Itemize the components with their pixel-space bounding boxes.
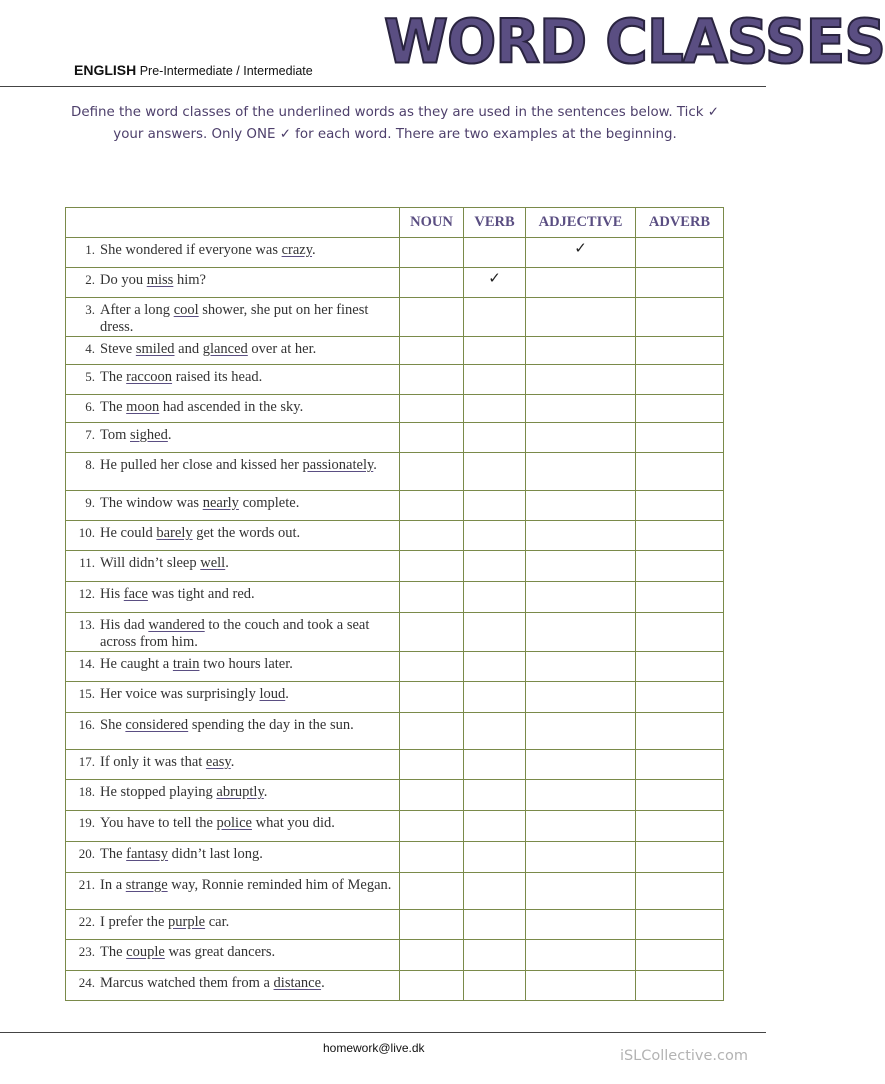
- adjective-cell[interactable]: [526, 682, 636, 713]
- sentence-number: 5.: [85, 369, 95, 384]
- adjective-cell[interactable]: [526, 652, 636, 682]
- sentence-fragment: Her voice was surprisingly: [100, 686, 260, 702]
- sentence-fragment: had ascended in the sky.: [159, 399, 304, 415]
- sentence-cell: [66, 750, 400, 780]
- table-row: [66, 713, 724, 750]
- sentence-text: [74, 456, 395, 474]
- sentence-cell: [66, 491, 400, 521]
- sentence-fragment: I prefer the: [100, 914, 169, 930]
- underlined-word: glanced: [202, 341, 248, 357]
- sentence-cell: [66, 613, 400, 652]
- sentence-fragment: You have to tell the: [100, 815, 217, 831]
- table-row: [66, 395, 724, 423]
- noun-cell[interactable]: [400, 780, 464, 811]
- adverb-cell[interactable]: [636, 298, 724, 337]
- sentence-number: 6.: [85, 399, 95, 414]
- sentence-cell: [66, 682, 400, 713]
- sentence-text: [74, 616, 395, 651]
- level-label: Pre-Intermediate / Intermediate: [139, 64, 313, 78]
- verb-cell[interactable]: [464, 873, 526, 910]
- adverb-cell[interactable]: [636, 811, 724, 842]
- check-icon: ✓: [574, 239, 587, 257]
- underlined-word: crazy: [281, 242, 313, 258]
- adverb-cell[interactable]: [636, 395, 724, 423]
- sentence-fragment: She wondered if everyone was: [100, 242, 282, 258]
- sentence-text: [74, 426, 395, 444]
- sentence-number: 19.: [78, 815, 95, 830]
- sentence-fragment: He could: [100, 525, 157, 541]
- sentence-number: 1.: [85, 242, 95, 257]
- underlined-word: couple: [126, 944, 165, 960]
- underlined-word: police: [216, 815, 252, 831]
- table-row: [66, 652, 724, 682]
- sentence-fragment: Will didn’t sleep: [100, 555, 201, 571]
- table-row: [66, 613, 724, 652]
- underlined-word: sighed: [130, 427, 168, 443]
- sentence-number: 22.: [78, 914, 95, 929]
- sentence-fragment: The: [100, 399, 127, 415]
- sentence-fragment: and: [174, 341, 203, 357]
- verb-cell[interactable]: [464, 750, 526, 780]
- adverb-cell[interactable]: [636, 613, 724, 652]
- sentence-fragment: him?: [173, 272, 206, 288]
- adjective-cell[interactable]: [526, 750, 636, 780]
- sentence-cell: [66, 551, 400, 582]
- adverb-cell[interactable]: [636, 582, 724, 613]
- adjective-cell[interactable]: [526, 298, 636, 337]
- sentence-fragment: In a: [100, 877, 126, 893]
- verb-cell[interactable]: [464, 551, 526, 582]
- sentence-number: 24.: [78, 975, 95, 990]
- noun-cell[interactable]: [400, 940, 464, 971]
- table-row: [66, 238, 724, 268]
- underlined-word: loud: [259, 686, 286, 702]
- verb-cell[interactable]: [464, 337, 526, 365]
- table-row: [66, 491, 724, 521]
- table-row: [66, 682, 724, 713]
- watermark: iSLCollective.com: [619, 1048, 748, 1064]
- sentence-number: 13.: [78, 617, 95, 632]
- adverb-cell[interactable]: [636, 910, 724, 940]
- underlined-word: train: [172, 656, 200, 672]
- adverb-cell[interactable]: [636, 491, 724, 521]
- sentence-fragment: He pulled her close and kissed her: [100, 457, 303, 473]
- table-row: [66, 268, 724, 298]
- sentence-number: 14.: [78, 656, 95, 671]
- noun-cell[interactable]: [400, 298, 464, 337]
- sentence-fragment: The window was: [100, 495, 203, 511]
- footer-email: homework@live.dk: [323, 1041, 425, 1055]
- instructions: Define the word classes of the underlined words as they are used in the sentences below. Tick ✓ your answers. Only ONE ✓ for each word. There are two examples at the beginning.: [71, 105, 719, 142]
- sentence-number: 20.: [78, 846, 95, 861]
- table-row: [66, 750, 724, 780]
- adjective-cell[interactable]: [526, 551, 636, 582]
- sentence-fragment: The: [100, 369, 127, 385]
- adjective-cell[interactable]: [526, 491, 636, 521]
- noun-cell[interactable]: [400, 910, 464, 940]
- sentence-text: [74, 814, 395, 832]
- sentence-fragment: She: [100, 717, 126, 733]
- sentence-fragment: spending the day in the sun.: [188, 717, 354, 733]
- word-class-table: [65, 207, 724, 1001]
- noun-cell[interactable]: [400, 521, 464, 551]
- adverb-cell[interactable]: [636, 750, 724, 780]
- header-divider: [0, 86, 766, 87]
- table-row: [66, 780, 724, 811]
- verb-cell[interactable]: [464, 910, 526, 940]
- sentence-number: 7.: [85, 427, 95, 442]
- sentence-text: [74, 554, 395, 572]
- verb-cell[interactable]: [464, 238, 526, 268]
- sentence-fragment: over at her.: [247, 341, 317, 357]
- noun-cell[interactable]: [400, 713, 464, 750]
- sentence-cell: [66, 395, 400, 423]
- sentence-fragment: Marcus watched them from a: [100, 975, 274, 991]
- sentence-text: [74, 655, 395, 673]
- sentence-fragment: to the couch and took a seat across from him.: [100, 617, 370, 650]
- adjective-cell[interactable]: [526, 713, 636, 750]
- verb-column-header: VERB: [464, 208, 526, 238]
- adverb-cell[interactable]: [636, 337, 724, 365]
- sentence-cell: [66, 337, 400, 365]
- adjective-cell[interactable]: [526, 238, 636, 268]
- sentence-fragment: The: [100, 944, 127, 960]
- sentence-number: 2.: [85, 272, 95, 287]
- adjective-cell[interactable]: [526, 811, 636, 842]
- verb-cell[interactable]: [464, 395, 526, 423]
- sentence-fragment: He caught a: [100, 656, 173, 672]
- sentence-cell: [66, 423, 400, 453]
- sentence-number: 10.: [78, 525, 95, 540]
- sentence-fragment: .: [225, 555, 229, 571]
- verb-cell[interactable]: [464, 423, 526, 453]
- adjective-cell[interactable]: [526, 910, 636, 940]
- table-row: [66, 842, 724, 873]
- sentence-fragment: what you did.: [251, 815, 335, 831]
- sentence-cell: [66, 652, 400, 682]
- adverb-cell[interactable]: [636, 713, 724, 750]
- table-row: [66, 910, 724, 940]
- noun-cell[interactable]: [400, 971, 464, 1001]
- noun-cell[interactable]: [400, 365, 464, 395]
- adverb-cell[interactable]: [636, 971, 724, 1001]
- sentence-cell: [66, 842, 400, 873]
- noun-cell[interactable]: [400, 811, 464, 842]
- sentence-cell: [66, 713, 400, 750]
- noun-cell[interactable]: [400, 750, 464, 780]
- adjective-column-header: ADJECTIVE: [526, 208, 636, 238]
- sentence-number: 3.: [85, 302, 95, 317]
- sentence-fragment: was great dancers.: [164, 944, 276, 960]
- table-row: [66, 551, 724, 582]
- table-row: [66, 298, 724, 337]
- underlined-word: raccoon: [126, 369, 173, 385]
- adverb-cell[interactable]: [636, 780, 724, 811]
- underlined-word: passionately: [302, 457, 374, 473]
- noun-column-header: NOUN: [400, 208, 464, 238]
- table-row: [66, 582, 724, 613]
- header-label: [74, 62, 313, 78]
- noun-cell[interactable]: [400, 613, 464, 652]
- noun-cell[interactable]: [400, 842, 464, 873]
- verb-cell[interactable]: [464, 582, 526, 613]
- adjective-cell[interactable]: [526, 842, 636, 873]
- sentence-number: 23.: [78, 944, 95, 959]
- sentence-number: 16.: [78, 717, 95, 732]
- noun-cell[interactable]: [400, 491, 464, 521]
- table-row: [66, 365, 724, 395]
- adverb-cell[interactable]: [636, 873, 724, 910]
- sentence-cell: [66, 238, 400, 268]
- verb-cell[interactable]: [464, 365, 526, 395]
- sentence-fragment: .: [321, 975, 325, 991]
- adverb-cell[interactable]: [636, 842, 724, 873]
- subject-label: ENGLISH: [74, 62, 137, 78]
- sentence-fragment: didn’t last long.: [168, 846, 263, 862]
- sentence-text: [74, 368, 395, 386]
- sentence-fragment: car.: [205, 914, 230, 930]
- adjective-cell[interactable]: [526, 337, 636, 365]
- table-row: [66, 453, 724, 491]
- footer-divider: [0, 1032, 766, 1033]
- noun-cell[interactable]: [400, 551, 464, 582]
- sentence-text: [74, 494, 395, 512]
- sentence-fragment: was tight and red.: [147, 586, 255, 602]
- sentence-text: [74, 301, 395, 336]
- adjective-cell[interactable]: [526, 423, 636, 453]
- sentence-cell: [66, 940, 400, 971]
- sentence-number: 17.: [78, 754, 95, 769]
- sentence-fragment: Tom: [100, 427, 130, 443]
- sentence-fragment: .: [373, 457, 377, 473]
- sentence-fragment: .: [312, 242, 316, 258]
- table-row: [66, 811, 724, 842]
- verb-cell[interactable]: [464, 940, 526, 971]
- sentence-column-header: [66, 208, 400, 238]
- sentence-text: [74, 398, 395, 416]
- sentence-fragment: shower, she put on her finest dress.: [100, 302, 369, 335]
- noun-cell[interactable]: [400, 337, 464, 365]
- sentence-fragment: After a long: [100, 302, 174, 318]
- sentence-text: [74, 753, 395, 771]
- sentence-fragment: He stopped playing: [100, 784, 217, 800]
- adverb-cell[interactable]: [636, 423, 724, 453]
- sentence-text: [74, 845, 395, 863]
- sentence-cell: [66, 780, 400, 811]
- adverb-cell[interactable]: [636, 268, 724, 298]
- sentence-number: 12.: [78, 586, 95, 601]
- underlined-word: smiled: [135, 341, 175, 357]
- sentence-text: [74, 876, 395, 894]
- sentence-text: [74, 241, 395, 259]
- verb-cell[interactable]: [464, 713, 526, 750]
- sentence-text: [74, 340, 395, 358]
- underlined-word: abruptly: [216, 784, 264, 800]
- sentence-cell: [66, 582, 400, 613]
- underlined-word: cool: [173, 302, 199, 318]
- sentence-fragment: two hours later.: [199, 656, 293, 672]
- table-row: [66, 971, 724, 1001]
- sentence-text: [74, 783, 395, 801]
- underlined-word: moon: [126, 399, 160, 415]
- verb-cell[interactable]: [464, 491, 526, 521]
- sentence-fragment: .: [167, 427, 172, 443]
- sentence-fragment: raised its head.: [172, 369, 263, 385]
- adjective-cell[interactable]: [526, 940, 636, 971]
- sentence-text: [74, 913, 395, 931]
- sentence-text: [74, 524, 395, 542]
- sentence-fragment: complete.: [238, 495, 300, 511]
- adjective-cell[interactable]: [526, 582, 636, 613]
- table-header-row: [66, 208, 724, 238]
- sentence-fragment: way, Ronnie reminded him of Megan.: [167, 877, 392, 893]
- sentence-number: 11.: [79, 555, 95, 570]
- sentence-number: 9.: [85, 495, 95, 510]
- sentence-cell: [66, 811, 400, 842]
- verb-cell[interactable]: [464, 780, 526, 811]
- sentence-fragment: The: [100, 846, 127, 862]
- sentence-cell: [66, 365, 400, 395]
- sentence-fragment: His dad: [100, 617, 149, 633]
- sentence-cell: [66, 298, 400, 337]
- underlined-word: barely: [156, 525, 193, 541]
- sentence-text: [74, 585, 395, 603]
- sentence-fragment: get the words out.: [192, 525, 301, 541]
- adjective-cell[interactable]: [526, 395, 636, 423]
- adverb-cell[interactable]: [636, 940, 724, 971]
- noun-cell[interactable]: [400, 395, 464, 423]
- verb-cell[interactable]: [464, 682, 526, 713]
- verb-cell[interactable]: [464, 298, 526, 337]
- adjective-cell[interactable]: [526, 971, 636, 1001]
- sentence-number: 18.: [78, 784, 95, 799]
- adverb-cell[interactable]: [636, 238, 724, 268]
- sentence-text: [74, 716, 395, 734]
- adverb-cell[interactable]: [636, 652, 724, 682]
- verb-cell[interactable]: [464, 842, 526, 873]
- sentence-cell: [66, 873, 400, 910]
- sentence-text: [74, 943, 395, 961]
- verb-cell[interactable]: [464, 268, 526, 298]
- adjective-cell[interactable]: [526, 365, 636, 395]
- adverb-cell[interactable]: [636, 453, 724, 491]
- underlined-word: fantasy: [126, 846, 169, 862]
- adjective-cell[interactable]: [526, 613, 636, 652]
- page-title: WORD CLASSES: [384, 6, 885, 78]
- table-row: [66, 423, 724, 453]
- sentence-number: 15.: [78, 686, 95, 701]
- sentence-fragment: .: [263, 784, 268, 800]
- sentence-text: [74, 685, 395, 703]
- noun-cell[interactable]: [400, 453, 464, 491]
- adjective-cell[interactable]: [526, 521, 636, 551]
- sentence-fragment: .: [230, 754, 235, 770]
- noun-cell[interactable]: [400, 682, 464, 713]
- verb-cell[interactable]: [464, 811, 526, 842]
- sentence-cell: [66, 453, 400, 491]
- sentence-fragment: If only it was that: [100, 754, 206, 770]
- underlined-word: wandered: [148, 617, 205, 633]
- table-row: [66, 521, 724, 551]
- sentence-number: 8.: [85, 457, 95, 472]
- verb-cell[interactable]: [464, 453, 526, 491]
- sentence-fragment: Do you: [100, 272, 147, 288]
- noun-cell[interactable]: [400, 652, 464, 682]
- adverb-cell[interactable]: [636, 365, 724, 395]
- verb-cell[interactable]: [464, 521, 526, 551]
- check-icon: ✓: [488, 269, 501, 287]
- underlined-word: strange: [125, 877, 168, 893]
- adjective-cell[interactable]: [526, 873, 636, 910]
- table-row: [66, 873, 724, 910]
- noun-cell[interactable]: [400, 423, 464, 453]
- underlined-word: distance: [273, 975, 322, 991]
- underlined-word: nearly: [202, 495, 239, 511]
- sentence-fragment: Steve: [100, 341, 136, 357]
- noun-cell[interactable]: [400, 582, 464, 613]
- adjective-cell[interactable]: [526, 453, 636, 491]
- table-row: [66, 940, 724, 971]
- adjective-cell[interactable]: [526, 780, 636, 811]
- underlined-word: purple: [168, 914, 206, 930]
- sentence-text: [74, 271, 395, 289]
- underlined-word: face: [123, 586, 148, 602]
- adverb-cell[interactable]: [636, 682, 724, 713]
- underlined-word: considered: [125, 717, 189, 733]
- sentence-number: 21.: [78, 877, 95, 892]
- underlined-word: easy: [205, 754, 231, 770]
- verb-cell[interactable]: [464, 652, 526, 682]
- sentence-text: [74, 974, 395, 992]
- sentence-cell: [66, 521, 400, 551]
- sentence-fragment: His: [100, 586, 124, 602]
- noun-cell[interactable]: [400, 238, 464, 268]
- sentence-number: 4.: [85, 341, 95, 356]
- noun-cell[interactable]: [400, 268, 464, 298]
- adjective-cell[interactable]: [526, 268, 636, 298]
- adverb-cell[interactable]: [636, 551, 724, 582]
- adverb-column-header: ADVERB: [636, 208, 724, 238]
- adverb-cell[interactable]: [636, 521, 724, 551]
- table-row: [66, 337, 724, 365]
- underlined-word: well: [200, 555, 226, 571]
- sentence-cell: [66, 910, 400, 940]
- verb-cell[interactable]: [464, 613, 526, 652]
- sentence-cell: [66, 268, 400, 298]
- sentence-cell: [66, 971, 400, 1001]
- noun-cell[interactable]: [400, 873, 464, 910]
- underlined-word: miss: [146, 272, 174, 288]
- table-body: [66, 238, 724, 1001]
- verb-cell[interactable]: [464, 971, 526, 1001]
- sentence-fragment: .: [285, 686, 289, 702]
